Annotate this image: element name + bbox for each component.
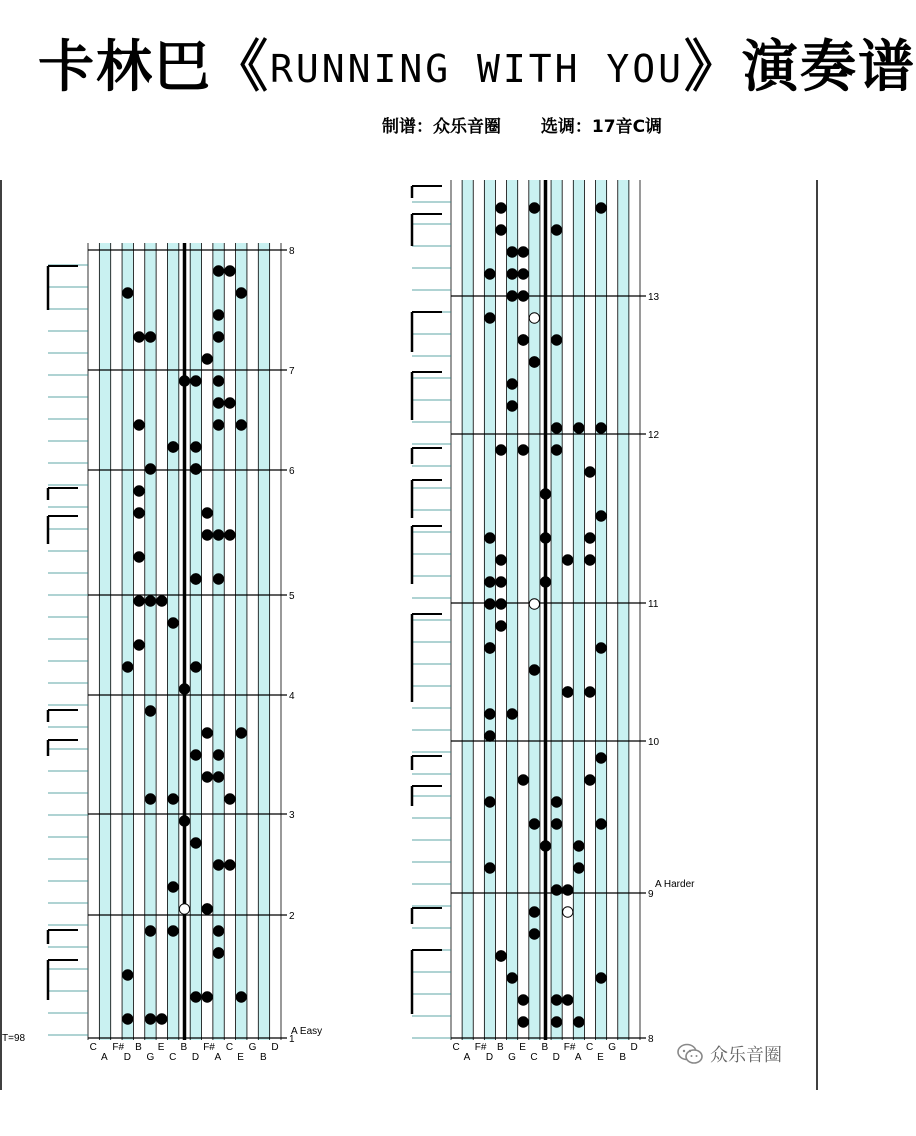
note <box>540 577 550 587</box>
note <box>145 464 155 474</box>
tine-label: G <box>248 1042 257 1053</box>
note <box>518 335 528 345</box>
note <box>496 621 506 631</box>
note <box>213 772 223 782</box>
tine-label: C <box>169 1052 177 1063</box>
note <box>213 310 223 320</box>
note <box>518 1017 528 1027</box>
note <box>236 288 246 298</box>
note <box>518 995 528 1005</box>
note <box>518 775 528 785</box>
note <box>123 1014 133 1024</box>
note <box>585 555 595 565</box>
note <box>551 1017 561 1027</box>
note <box>213 420 223 430</box>
tine-label: C <box>225 1042 234 1053</box>
note <box>485 577 495 587</box>
note <box>596 203 606 213</box>
tine-band <box>258 243 269 1040</box>
note <box>529 929 539 939</box>
note <box>496 951 506 961</box>
note <box>551 797 561 807</box>
note <box>518 247 528 257</box>
note <box>191 838 201 848</box>
tine-label: C <box>585 1042 594 1053</box>
note <box>485 709 495 719</box>
note <box>574 841 584 851</box>
note <box>540 489 550 499</box>
note <box>563 885 573 895</box>
tine-band <box>213 243 224 1040</box>
note <box>134 640 144 650</box>
note <box>529 665 539 675</box>
left-tab-column <box>48 243 295 1063</box>
tine-label: G <box>146 1052 155 1063</box>
tine-band <box>596 180 607 1040</box>
note <box>202 530 212 540</box>
open-note <box>179 904 189 914</box>
note <box>485 533 495 543</box>
tine-label: A <box>574 1052 582 1063</box>
tine-label: E <box>157 1042 165 1053</box>
note <box>507 247 517 257</box>
note <box>585 533 595 543</box>
tine-label: B <box>259 1052 267 1063</box>
note <box>145 332 155 342</box>
tine-band <box>618 180 629 1040</box>
note <box>563 555 573 565</box>
note <box>507 709 517 719</box>
tine-band <box>190 243 201 1040</box>
note <box>518 445 528 455</box>
note <box>496 203 506 213</box>
measure-number: 7 <box>289 366 295 377</box>
note <box>551 885 561 895</box>
note <box>596 819 606 829</box>
tine-band <box>236 243 247 1040</box>
note <box>585 687 595 697</box>
title-song: RUNNING WITH YOU <box>270 47 685 91</box>
note <box>585 775 595 785</box>
note <box>236 420 246 430</box>
measure-number: 9 <box>648 889 654 900</box>
note <box>574 1017 584 1027</box>
note <box>551 225 561 235</box>
note <box>145 926 155 936</box>
tine-band <box>167 243 178 1040</box>
tine-label: F# <box>203 1042 215 1053</box>
note <box>123 288 133 298</box>
tine-label: C <box>89 1042 97 1053</box>
note <box>134 486 144 496</box>
note <box>596 511 606 521</box>
note <box>191 662 201 672</box>
watermark-text: 众乐音圈 <box>710 1045 782 1066</box>
note <box>191 750 201 760</box>
tine-band <box>462 180 473 1040</box>
note <box>123 970 133 980</box>
note <box>191 464 201 474</box>
note <box>496 225 506 235</box>
annotation-harder: A Harder <box>655 879 695 890</box>
note <box>168 618 178 628</box>
note <box>574 423 584 433</box>
tine-label: B <box>135 1042 142 1053</box>
tine-label: B <box>497 1042 504 1053</box>
note <box>596 423 606 433</box>
note <box>225 266 235 276</box>
note <box>202 354 212 364</box>
note <box>236 992 246 1002</box>
note <box>134 420 144 430</box>
tine-label: F# <box>112 1042 125 1053</box>
note <box>213 398 223 408</box>
measure-number: 5 <box>289 591 295 602</box>
tine-label: F# <box>563 1042 576 1053</box>
note <box>213 376 223 386</box>
note <box>596 643 606 653</box>
tine-label: F# <box>474 1042 487 1053</box>
note <box>168 794 178 804</box>
measure-number: 10 <box>648 737 660 748</box>
note <box>202 728 212 738</box>
note <box>179 816 189 826</box>
note <box>213 750 223 760</box>
tine-label: E <box>237 1052 244 1063</box>
measure-number: 4 <box>289 691 295 702</box>
note <box>213 948 223 958</box>
tine-band <box>573 180 584 1040</box>
note <box>529 907 539 917</box>
note <box>596 973 606 983</box>
note <box>202 904 212 914</box>
note <box>496 577 506 587</box>
note <box>225 398 235 408</box>
note <box>507 291 517 301</box>
note <box>540 841 550 851</box>
measure-number: 13 <box>648 292 660 303</box>
note <box>507 269 517 279</box>
measure-number: 11 <box>648 599 659 610</box>
note <box>157 1014 167 1024</box>
arranger-credit: 制谱：众乐音圈 <box>382 117 501 137</box>
measure-number: 3 <box>289 810 295 821</box>
open-note <box>529 599 539 609</box>
note <box>179 684 189 694</box>
key-credit: 选调：17音C调 <box>540 117 663 137</box>
tine-label: D <box>271 1042 279 1053</box>
tine-band <box>551 180 562 1040</box>
tine-label: B <box>541 1042 549 1053</box>
note <box>213 266 223 276</box>
measure-number: 2 <box>289 911 295 922</box>
note <box>507 973 517 983</box>
note <box>168 926 178 936</box>
note <box>551 335 561 345</box>
measure-number: 6 <box>289 466 295 477</box>
note <box>485 269 495 279</box>
note <box>485 863 495 873</box>
note <box>529 357 539 367</box>
note <box>213 530 223 540</box>
note <box>225 530 235 540</box>
title-suffix: 》演奏谱 <box>684 35 916 100</box>
tine-label: D <box>552 1052 560 1063</box>
tempo-marking: T=98 <box>2 1033 26 1044</box>
tine-band <box>145 243 156 1040</box>
tine-band <box>99 243 110 1040</box>
note <box>596 753 606 763</box>
measure-number: 12 <box>648 430 660 441</box>
note <box>157 596 167 606</box>
note <box>485 599 495 609</box>
note <box>551 445 561 455</box>
tine-label: E <box>519 1042 526 1053</box>
note <box>168 882 178 892</box>
note <box>145 794 155 804</box>
wechat-icon <box>676 1043 704 1065</box>
note <box>168 442 178 452</box>
tine-label: E <box>597 1052 604 1063</box>
right-tab-column <box>412 180 660 1063</box>
note <box>551 819 561 829</box>
note <box>529 203 539 213</box>
annotation-easy: A Easy <box>291 1026 323 1037</box>
note <box>507 379 517 389</box>
note <box>123 662 133 672</box>
note <box>134 508 144 518</box>
tine-label: A <box>101 1052 108 1063</box>
note <box>202 772 212 782</box>
note <box>202 508 212 518</box>
tine-label: C <box>452 1042 460 1053</box>
note <box>191 376 201 386</box>
note <box>563 687 573 697</box>
note <box>225 860 235 870</box>
tine-label: D <box>123 1052 131 1063</box>
note <box>213 926 223 936</box>
note <box>202 992 212 1002</box>
note <box>145 596 155 606</box>
note <box>585 467 595 477</box>
note <box>213 574 223 584</box>
note <box>496 599 506 609</box>
tine-band <box>484 180 495 1040</box>
note <box>563 995 573 1005</box>
note <box>518 291 528 301</box>
open-note <box>529 313 539 323</box>
tine-label: A <box>214 1052 222 1063</box>
tine-label: A <box>463 1052 471 1063</box>
note <box>145 706 155 716</box>
note <box>485 731 495 741</box>
tine-band <box>507 180 518 1040</box>
note <box>236 728 246 738</box>
measure-number: 8 <box>648 1034 654 1045</box>
note <box>191 992 201 1002</box>
note <box>540 533 550 543</box>
tine-label: G <box>508 1052 516 1063</box>
open-note <box>563 907 573 917</box>
note <box>574 863 584 873</box>
note <box>496 445 506 455</box>
note <box>213 860 223 870</box>
tine-band <box>122 243 133 1040</box>
tine-label: B <box>180 1042 188 1053</box>
note <box>179 376 189 386</box>
note <box>485 797 495 807</box>
tine-label: D <box>630 1042 638 1053</box>
note <box>213 332 223 342</box>
tine-label: D <box>191 1052 200 1063</box>
note <box>507 401 517 411</box>
note <box>529 819 539 829</box>
watermark <box>676 1041 782 1067</box>
note <box>134 552 144 562</box>
note <box>134 596 144 606</box>
note <box>518 269 528 279</box>
tine-label: B <box>619 1052 626 1063</box>
tine-label: C <box>530 1052 538 1063</box>
note <box>551 995 561 1005</box>
note <box>485 643 495 653</box>
note <box>191 442 201 452</box>
note <box>485 313 495 323</box>
note <box>225 794 235 804</box>
note <box>134 332 144 342</box>
measure-number: 1 <box>289 1034 295 1045</box>
note <box>551 423 561 433</box>
note <box>191 574 201 584</box>
tine-label: D <box>485 1052 494 1063</box>
tine-label: G <box>608 1042 616 1053</box>
note <box>496 555 506 565</box>
note <box>145 1014 155 1024</box>
measure-number: 8 <box>289 246 295 257</box>
title-prefix: 卡林巴《 <box>38 35 270 100</box>
